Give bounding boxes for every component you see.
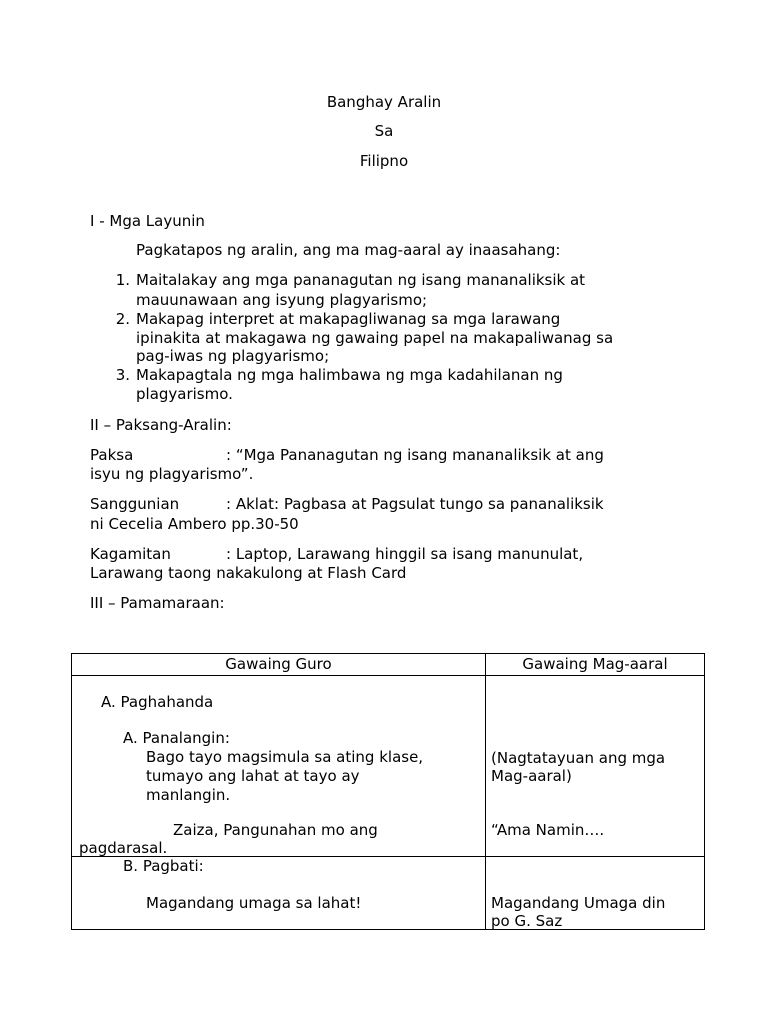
section-3-heading: III – Pamamaraan: xyxy=(90,594,225,612)
student-response-2: “Ama Namin…. xyxy=(491,821,605,839)
paksa-value: : “Mga Pananagutan ng isang mananaliksik at ang xyxy=(226,446,604,464)
list-item-line: pag-iwas ng plagyarismo; xyxy=(136,347,330,365)
title-line-3: Filipno xyxy=(359,152,409,170)
student-greeting: Magandang Umaga din xyxy=(491,894,666,912)
panalangin-line: tumayo ang lahat at tayo ay xyxy=(146,767,360,785)
pangunahan-line-cont: pagdarasal. xyxy=(79,839,168,857)
student-greeting-cont: po G. Saz xyxy=(491,912,563,930)
panalangin-line: Bago tayo magsimula sa ating klase, xyxy=(146,748,424,766)
table-column-divider xyxy=(485,654,486,929)
paksa-label: Paksa xyxy=(90,446,134,464)
list-item-line: Maitalakay ang mga pananagutan ng isang mananaliksik at xyxy=(136,271,586,289)
section-2-heading: II – Paksang-Aralin: xyxy=(90,416,232,434)
list-item-line: plagyarismo. xyxy=(136,385,233,403)
paksa-value-cont: isyu ng plagyarismo”. xyxy=(90,465,254,483)
kagamitan-label: Kagamitan xyxy=(90,545,171,563)
sanggunian-value-cont: ni Cecelia Ambero pp.30-50 xyxy=(90,515,299,533)
section-1-heading: I - Mga Layunin xyxy=(90,212,205,230)
kagamitan-value-cont: Larawang taong nakakulong at Flash Card xyxy=(90,564,407,582)
pagbati-line: Magandang umaga sa lahat! xyxy=(146,894,362,912)
table-header-guro: Gawaing Guro xyxy=(225,655,332,673)
student-response-1: (Nagtatayuan ang mga xyxy=(491,749,666,767)
list-number: 2. xyxy=(115,310,130,328)
list-item-line: Makapagtala ng mga halimbawa ng mga kadahilanan ng xyxy=(136,366,563,384)
kagamitan-value: : Laptop, Larawang hinggil sa isang manunulat, xyxy=(226,545,584,563)
student-response-1-cont: Mag-aaral) xyxy=(491,767,572,785)
sanggunian-value: : Aklat: Pagbasa at Pagsulat tungo sa pananaliksik xyxy=(226,495,604,513)
list-item-line: Makapag interpret at makapagliwanag sa mga larawang xyxy=(136,310,561,328)
list-item-line: ipinakita at makagawa ng gawaing papel na makapaliwanag sa xyxy=(136,329,614,347)
sanggunian-label: Sanggunian xyxy=(90,495,180,513)
list-number: 3. xyxy=(115,366,130,384)
lesson-plan-table xyxy=(71,653,705,930)
table-header-divider xyxy=(72,675,704,676)
pagbati-heading: B. Pagbati: xyxy=(123,857,204,875)
table-header-magaaral: Gawaing Mag-aaral xyxy=(522,655,668,673)
list-number: 1. xyxy=(115,271,130,289)
title-line-2: Sa xyxy=(374,122,394,140)
title-line-1: Banghay Aralin xyxy=(326,93,442,111)
pangunahan-line: Zaiza, Pangunahan mo ang xyxy=(173,821,378,839)
paghahanda-heading: A. Paghahanda xyxy=(101,693,214,711)
list-item-line: mauunawaan ang isyung plagyarismo; xyxy=(136,291,428,309)
panalangin-line: manlangin. xyxy=(146,786,231,804)
panalangin-heading: A. Panalangin: xyxy=(123,729,230,747)
section-1-intro: Pagkatapos ng aralin, ang ma mag-aaral ay inaasahang: xyxy=(136,241,561,259)
